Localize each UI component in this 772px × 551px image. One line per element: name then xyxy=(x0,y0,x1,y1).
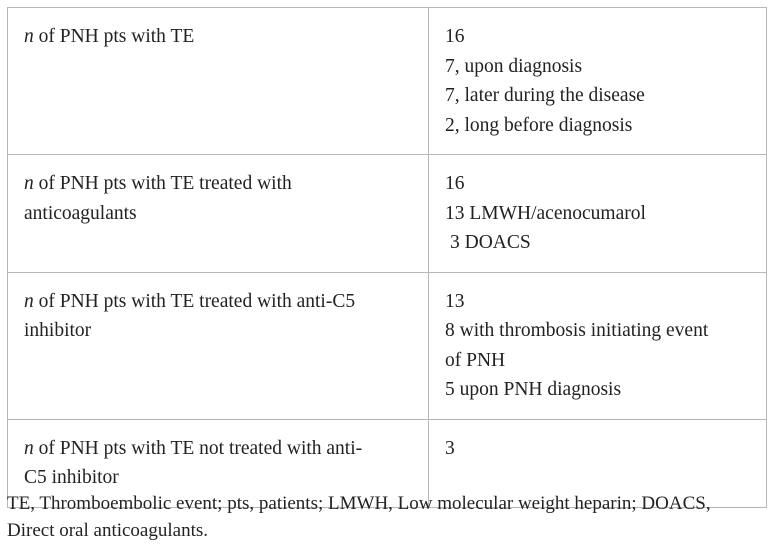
value-line: 13 LMWH/acenocumarol xyxy=(445,202,646,224)
row-label xyxy=(24,287,416,317)
table-row xyxy=(8,8,767,155)
row-label xyxy=(24,22,416,52)
row-label-cell xyxy=(8,272,429,419)
row-label-text: of PNH pts with TE treated with xyxy=(33,173,292,194)
row-label xyxy=(24,169,416,199)
row-label xyxy=(24,434,416,464)
n-symbol: n xyxy=(24,290,34,312)
row-label-cell xyxy=(8,155,429,273)
pnh-te-table xyxy=(7,7,767,508)
value-line: 2, long before diagnosis xyxy=(445,114,633,136)
data-table-container xyxy=(7,7,766,508)
row-label-continuation: C5 inhibitor xyxy=(24,467,119,488)
row-label-text: of PNH pts with TE treated with anti-C5 xyxy=(33,290,356,312)
value-line: 13 xyxy=(445,290,465,312)
value-line: 3 xyxy=(445,437,455,459)
value-line: of PNH xyxy=(445,349,506,371)
value-line: 5 upon PNH diagnosis xyxy=(445,379,622,400)
value-line: 7, upon diagnosis xyxy=(445,55,583,77)
row-value-cell xyxy=(429,8,767,155)
footnote-line: Direct oral anticoagulants. xyxy=(7,520,209,541)
value-line: 16 xyxy=(445,26,465,47)
table-row xyxy=(8,155,767,273)
n-symbol: n xyxy=(24,437,34,459)
footnote-line: TE, Thromboembolic event; pts, patients; LMWH, Low molecular weight heparin; DOACS, xyxy=(7,493,711,514)
row-value-cell xyxy=(429,272,767,419)
value-line: 7, later during the disease xyxy=(445,85,645,106)
table-row xyxy=(8,272,767,419)
value-line: 16 xyxy=(445,173,465,194)
value-line: 8 with thrombosis initiating event xyxy=(445,320,709,341)
row-value-cell xyxy=(429,155,767,273)
row-label-text: of PNH pts with TE not treated with anti- xyxy=(33,437,363,459)
row-label-continuation: anticoagulants xyxy=(24,202,137,224)
row-label-continuation: inhibitor xyxy=(24,320,92,341)
n-symbol: n xyxy=(24,173,34,194)
row-label-cell xyxy=(8,8,429,155)
value-line: 3 DOACS xyxy=(450,232,531,253)
row-label-text: of PNH pts with TE xyxy=(33,26,195,47)
n-symbol: n xyxy=(24,26,34,47)
table-footnote xyxy=(7,490,766,544)
